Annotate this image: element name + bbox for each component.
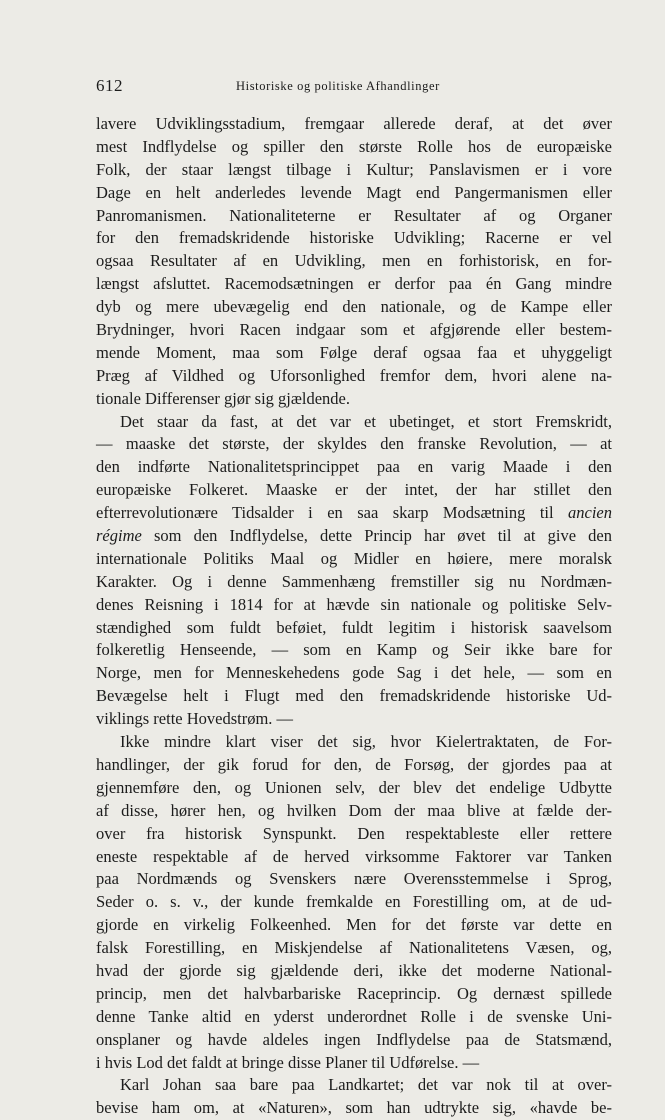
text-line: eneste respektable af de herved virksomme Faktorer var Tanken <box>96 846 612 866</box>
text-line: af disse, hører hen, og hvilken Dom der maa blive at fælde der- <box>96 800 612 820</box>
text-line: Folk, der staar længst tilbage i Kultur; Panslavismen er i vore <box>96 159 612 179</box>
text-line: handlinger, der gik forud for den, de Forsøg, der gjordes paa at <box>96 754 612 774</box>
text-line: Det staar da fast, at det var et ubetinget, et stort Fremskridt, <box>120 411 612 431</box>
italic-phrase: ancien <box>568 503 612 523</box>
text-line: falsk Forestilling, en Miskjendelse af Nationalitetens Væsen, og, <box>96 938 612 958</box>
text-line: viklings rette Hovedstrøm. — <box>96 709 294 729</box>
text-line: internationale Politiks Maal og Midler en høiere, mere moralsk <box>96 548 612 568</box>
page-number: 612 <box>96 76 123 95</box>
text-line: europæiske Folkeret. Maaske er der intet, der har stillet den <box>96 480 612 500</box>
text-line: gjorde en virkelig Folkeenhed. Men for det første var dette en <box>96 915 612 935</box>
text-line: tionale Differenser gjør sig gjældende. <box>96 388 351 408</box>
text-line: Norge, men for Menneskehedens gode Sag i det hele, — som en <box>96 663 612 683</box>
page-header <box>96 76 608 98</box>
text-line: Panromanismen. Nationaliteterne er Resultater af og Organer <box>96 205 612 225</box>
text-line: for den fremadskridende historiske Udvikling; Racerne er vel <box>96 228 612 248</box>
text-line: lavere Udviklingsstadium, fremgaar allerede deraf, at det øver <box>96 114 612 133</box>
text-line: paa Nordmænds og Svenskers nære Overensstemmelse i Sprog, <box>96 869 612 889</box>
running-title: Historiske og politiske Afhandlinger <box>236 79 440 93</box>
text-line: dyb og mere ubevægelig end den nationale, og de Kampe eller <box>96 297 612 317</box>
text-line: i hvis Lod det faldt at bringe disse Planer til Udførelse. — <box>96 1052 480 1072</box>
text-line: ogsaa Resultater af en Udvikling, men en forhistorisk, en for- <box>96 251 612 271</box>
text-line: denes Reisning i 1814 for at hævde sin nationale og politiske Selv- <box>96 594 612 614</box>
text-line: — maaske det største, der skyldes den franske Revolution, — at <box>96 434 612 454</box>
text-line: denne Tanke altid en yderst underordnet Rolle i de svenske Uni- <box>96 1006 612 1026</box>
text-line: længst afsluttet. Racemodsætningen er derfor paa én Gang mindre <box>96 274 612 294</box>
text-line: Præg af Vildhed og Uforsonlighed fremfor dem, hvori alene na- <box>96 365 612 385</box>
text-line: Dage en helt anderledes levende Magt end Pangermanismen eller <box>96 182 612 202</box>
body-text <box>96 113 612 1120</box>
text-line: régime som den Indflydelse, dette Princip har øvet til at give den <box>96 526 612 546</box>
text-line: Karakter. Og i denne Sammenhæng fremstiller sig nu Nordmæn- <box>96 571 612 591</box>
text-line: princip, men det halvbarbariske Raceprincip. Og dernæst spillede <box>96 983 612 1003</box>
text-line: efterrevolutionære Tidsalder i en saa skarp Modsætning til ancien <box>96 503 612 523</box>
text-line: hvad der gjorde sig gjældende deri, ikke det moderne National- <box>96 960 612 980</box>
text-line: bevise ham om, at «Naturen», som han udtrykte sig, «havde be- <box>96 1098 612 1118</box>
text-line: onsplaner og havde aldeles ingen Indflydelse paa de Statsmænd, <box>96 1029 612 1049</box>
text-line: Karl Johan saa bare paa Landkartet; det var nok til at over- <box>120 1075 612 1095</box>
text-line: Seder o. s. v., der kunde fremkalde en Forestilling om, at de ud- <box>96 892 612 912</box>
text-line: over fra historisk Synspunkt. Den respektableste eller rettere <box>96 823 612 843</box>
text-line: Bevægelse helt i Flugt med den fremadskridende historiske Ud- <box>96 686 612 706</box>
text-line: folkeretlig Henseende, — som en Kamp og Seir ikke bare for <box>96 640 612 660</box>
italic-phrase: régime <box>96 526 142 546</box>
text-line: mende Moment, maa som Følge deraf ogsaa faa et uhyggeligt <box>96 342 612 362</box>
text-line: mest Indflydelse og spiller den største Rolle hos de europæiske <box>96 136 612 156</box>
text-line: Ikke mindre klart viser det sig, hvor Kielertraktaten, de For- <box>120 732 612 752</box>
text-line: stændighed som fuldt beføiet, fuldt legitim i historisk saavelsom <box>96 617 612 637</box>
text-line: den indførte Nationalitetsprincippet paa en varig Maade i den <box>96 457 612 477</box>
text-line: gjennemføre den, og Unionen selv, der blev det endelige Udbytte <box>96 777 612 797</box>
text-line: Brydninger, hvori Racen indgaar som et afgjørende eller bestem- <box>96 320 612 340</box>
